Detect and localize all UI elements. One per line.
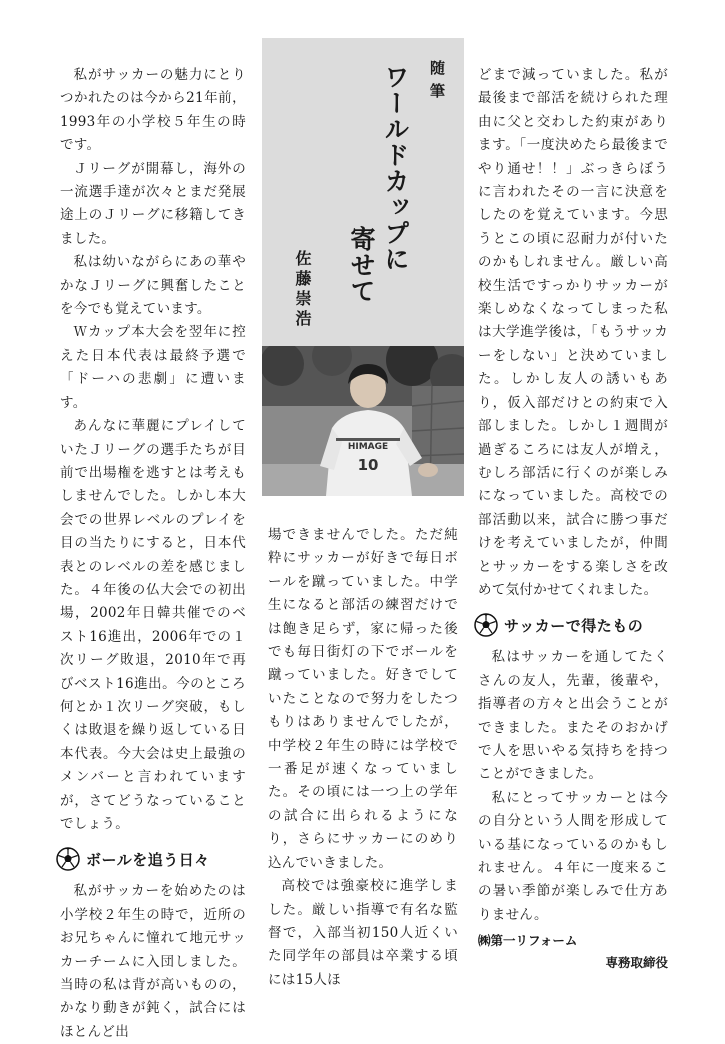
genre-label: 随筆 xyxy=(428,60,446,106)
soccer-ball-icon xyxy=(56,847,80,871)
author-photo xyxy=(262,346,464,496)
paragraph: 私は幼いながらにあの華やかなＪリーグに興奮したことを今でも覚えています。 xyxy=(60,254,246,318)
paragraph: 私にとってサッカーとは今の自分という人間を形成している基になっているのかもしれません。４年に一度来るこの暑い季節が楽しみで仕方ありません。 xyxy=(478,789,668,923)
essay-title-line-1: ワールドカップに xyxy=(381,64,410,272)
body-column-3 xyxy=(478,64,668,973)
section-heading-text: サッカーで得たもの xyxy=(504,616,644,635)
paragraph: 私がサッカーの魅力にとりつかれたのは今から21年前，1993年の小学校５年生の時です。 xyxy=(60,67,246,154)
author-photo-illustration xyxy=(262,346,464,496)
shirt-text: HIMAGE xyxy=(347,442,389,452)
paragraph: Ｗカップ本大会を翌年に控えた日本代表は最終予選で「ドーハの悲劇」に遭います。 xyxy=(60,324,246,411)
paragraph: どまで減っていました。私が最後まで部活を続けられた理由に父と交わした約束があります。「一度決めたら最後までやり通せ！！」ぶっきらぼうに言われたその一言に決意をしたのを覚えています。今思うとこの頃に忍耐力が付いたのかもしれません。厳しい高校生活ですっかりサッカーが楽しめなくなってしまった私は大学進学後は，「もうサッカーをしない」と決めていました。しかし友人の誘いもあり，仮入部だけとの約束で入部しました。しかし１週間が過ぎるころには友人が増え，むしろ部活に行くのが楽しみになっていました。高校での部活動以来，試合に勝つ事だけを考えていましたが，仲間とサッカーをする楽しさを改めて気付かせてくれました。 xyxy=(478,67,668,598)
essay-title-line-2: 寄せて xyxy=(347,226,376,304)
paragraph: Ｊリーグが開幕し，海外の一流選手達が次々とまだ発展途上のＪリーグに移籍してきました。 xyxy=(60,160,246,247)
paragraph: 場できませんでした。ただ純粋にサッカーが好きで毎日ボールを蹴っていました。中学生になると部活の練習だけでは飽き足らず，家に帰った後でも毎日街灯の下でボールを蹴っていました。好きでしていたことなので努力をしたつもりはありませんでしたが，中学校２年生の時には学校で一番足が速くなっていました。その頃には一つ上の学年の試合に出られるようになり，さらにサッカーにのめり込んでいきました。 xyxy=(268,527,458,871)
author-position: 専務取締役 xyxy=(605,955,668,971)
body-column-2 xyxy=(268,524,458,992)
paragraph: 私はサッカーを通してたくさんの友人，先輩，後輩や，指導者の方々と出会うことができました。またそのおかげで人を思いやる気持ちを持つことができました。 xyxy=(478,649,668,783)
body-column-1 xyxy=(60,64,246,1044)
paragraph: 高校では強豪校に進学しました。厳しい指導で有名な監督で，入部当初150人近くいた同学年の部員は卒業する頃には15人ほ xyxy=(268,878,458,988)
section-heading-what-gained xyxy=(474,606,668,644)
paragraph: 私がサッカーを始めたのは小学校２年生の時で，近所のお兄ちゃんに憧れて地元サッカーチームに入団しました。当時の私は背が高いものの，かなり動きが鈍く，試合にはほとんど出 xyxy=(60,883,246,1040)
author-name: 佐藤崇浩 xyxy=(293,250,312,330)
paragraph: あんなに華麗にプレイしていたＪリーグの選手たちが目前で出場権を逃すとは考えもしませんでした。しかし本大会での世界レベルのプレイを目の当たりにすると，日本代表とのレベルの差を感じました。４年後の仏大会での初出場，2002年日韓共催でのベスト16進出，2006年での１次リーグ敗退，2010年で再びベスト16進出。今のところ何とか１次リーグ突破，もしくは敗退を繰り返している日本代表。今大会は史上最強のメンバーと言われていますが，さてどうなっていることでしょう。 xyxy=(60,418,246,832)
soccer-ball-icon xyxy=(474,613,498,637)
title-panel xyxy=(262,38,464,346)
shirt-number: 10 xyxy=(357,456,379,474)
section-heading-ball-days xyxy=(56,840,246,878)
section-heading-text: ボールを追う日々 xyxy=(86,850,210,869)
company-name: ㈱第一リフォーム xyxy=(478,933,578,949)
